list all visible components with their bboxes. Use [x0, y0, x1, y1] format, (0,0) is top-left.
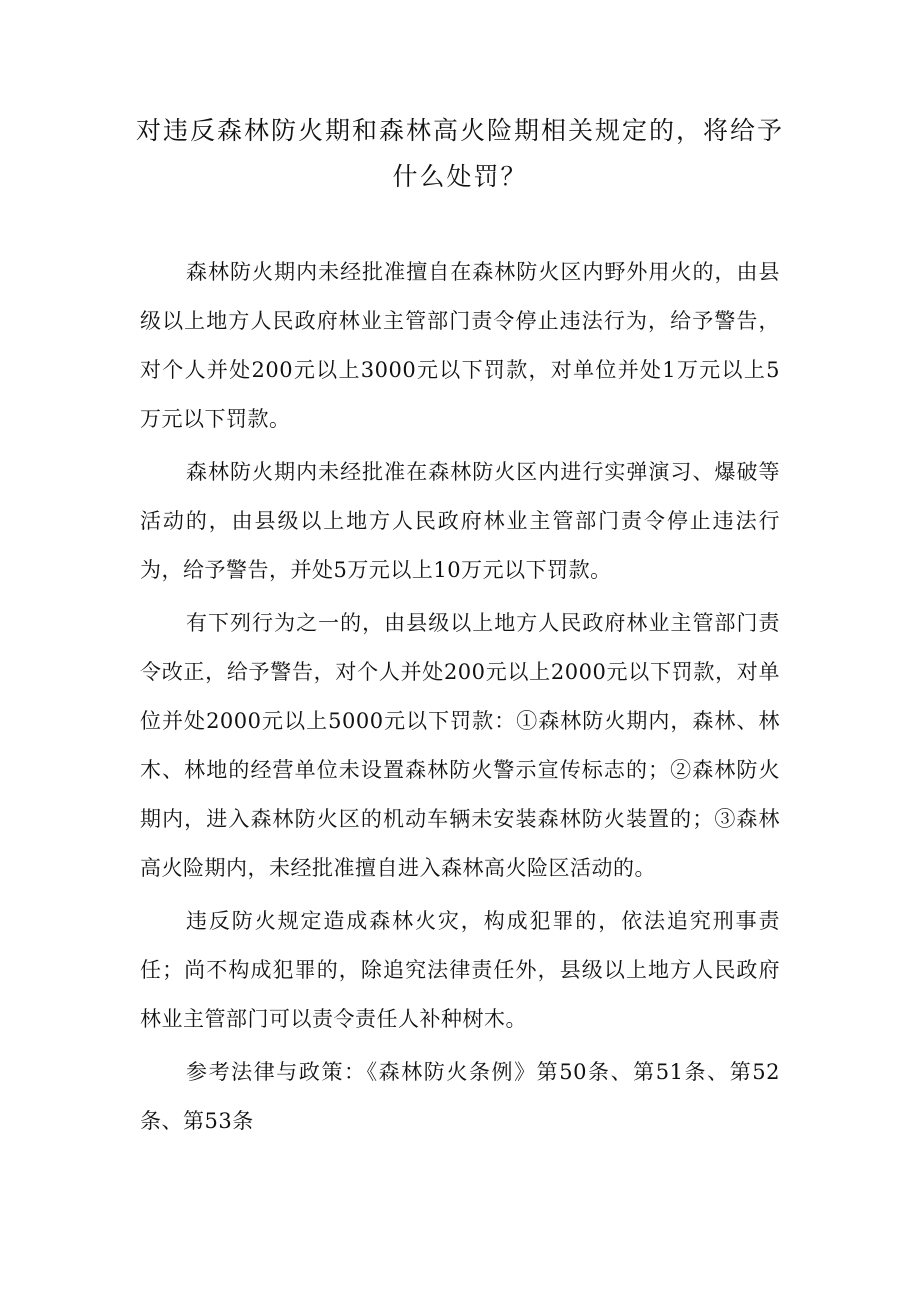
paragraph-unauthorized-fire-use: 森林防火期内未经批准擅自在森林防火区内野外用火的，由县级以上地方人民政府林业主管部门责令停止违法行为，给予警告，对个人并处200元以上3000元以下罚款，对单位并处1万元以上5万元以下罚款。	[140, 260, 780, 431]
paragraph-listed-violations: 有下列行为之一的，由县级以上地方人民政府林业主管部门责令改正，给予警告，对个人并处200元以上2000元以下罚款，对单位并处2000元以上5000元以下罚款：①森林防火期内，森林、林木、林地的经营单位未设置森林防火警示宣传标志的；②森林防火期内，进入森林防火区的机动车辆未安装森林防火装置的；③森林高火险期内，未经批准擅自进入森林高火险区活动的。	[140, 611, 780, 880]
paragraph-live-fire-drills: 森林防火期内未经批准在森林防火区内进行实弹演习、爆破等活动的，由县级以上地方人民政府林业主管部门责令停止违法行为，给予警告，并处5万元以上10万元以下罚款。	[140, 460, 780, 582]
page-title: 对违反森林防火期和森林高火险期相关规定的，将给予什么处罚？	[135, 116, 784, 191]
document-body	[140, 248, 780, 1146]
paragraph-legal-reference: 参考法律与政策：《森林防火条例》第50条、第51条、第52条、第53条	[140, 1060, 780, 1133]
paragraph-criminal-liability: 违反防火规定造成森林火灾，构成犯罪的，依法追究刑事责任；尚不构成犯罪的，除追究法律责任外，县级以上地方人民政府林业主管部门可以责令责任人补种树木。	[140, 909, 780, 1031]
